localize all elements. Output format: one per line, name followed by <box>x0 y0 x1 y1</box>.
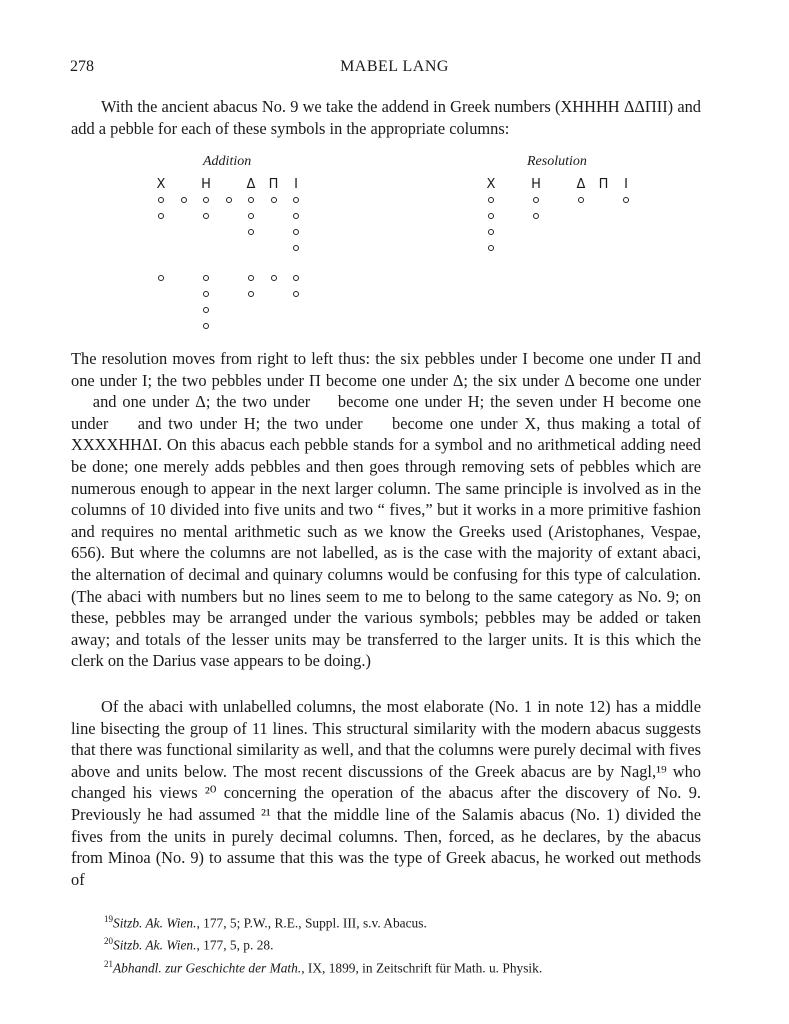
column-symbol: Π <box>268 177 279 192</box>
pebble <box>203 307 209 313</box>
pebble <box>181 197 187 203</box>
paragraph-intro-text: With the ancient abacus No. 9 we take the addend in Greek numbers (XHHHH ΔΔΠΙΙ) and add a pebble for each of these symbols in the appropriate columns: <box>71 97 701 138</box>
footnote-mark: 19 <box>104 914 113 924</box>
pebble <box>248 213 254 219</box>
pebble <box>248 197 254 203</box>
pebble <box>203 197 209 203</box>
footnote-text: , IX, 1899, in Zeitschrift für Math. u. Physik. <box>301 960 543 976</box>
pebble <box>488 213 494 219</box>
pebble <box>488 229 494 235</box>
footnote-citation: Sitzb. Ak. Wien. <box>113 937 197 953</box>
pebble <box>158 197 164 203</box>
column-symbol: H <box>201 177 211 192</box>
pebble <box>226 197 232 203</box>
pebble <box>248 275 254 281</box>
footnote-mark: 20 <box>104 936 113 947</box>
pebble <box>623 197 629 203</box>
footnotes <box>104 910 724 977</box>
footnote-citation: Sitzb. Ak. Wien. <box>113 915 197 931</box>
paragraph-intro <box>71 96 701 139</box>
column-symbol: H <box>531 177 541 192</box>
paragraph-resolution-text: The resolution moves from right to left thus: the six pebbles under Ι become one under Π and one under Ι; the two pebbles under Π become one under Δ; the six under Δ become one under ᅟ and one under Δ; the two under ᅟ become one under H; the seven under H become one under ᅟ and two under H; the two under ᅟ become one under X, thus making a total of XXXXHHΔΙ. On this abacus each pebble stands for a symbol and no arithmetical adding need be done; one merely adds pebbles and then goes through removing sets of pebbles which are numerous enough to appear in the next larger column. The same principle is involved as in the columns of 10 divided into five units and two “ fives,” but it works in a more primitive fashion and requires no mental arithmetic such as we know the Greeks used (Aristophanes, Vespae, 656). But where the columns are not labelled, as is the case with the majority of extant abaci, the alternation of decimal and quinary columns would be confusing for this type of calculation. (The abaci with numbers but no lines seem to me to belong to the same category as No. 9; on these, pebbles may be arranged under the various symbols; pebbles may be added or taken away; and totals of the lesser units may be transferred to the larger units. It is this which the clerk on the Darius vase appears to be doing.) <box>71 349 701 671</box>
footnote-citation: Abhandl. zur Geschichte der Math. <box>113 960 302 976</box>
pebble <box>293 213 299 219</box>
pebble <box>248 229 254 235</box>
addition-title: Addition <box>203 154 252 169</box>
paragraph-abaci-text: Of the abaci with unlabelled columns, the most elaborate (No. 1 in note 12) has a middle line bisecting the group of 11 lines. This structural similarity with the modern abacus suggests that there was functional similarity as well, and that the columns were purely decimal with fives above and units below. The most recent discussions of the Greek abacus are by Nagl,¹⁹ who changed his views ²⁰ concerning the operation of the abacus after the discovery of No. 9. Previously he had assumed ²¹ that the middle line of the Salamis abacus (No. 1) divided the fives from the units in purely decimal columns. Then, forced, as he declares, by the abacus from Minoa (No. 9) to assume that this was the type of Greek abacus, he worked out methods of <box>71 697 701 889</box>
pebble <box>533 197 539 203</box>
column-symbol: ᅟ <box>222 177 235 192</box>
column-symbol: Ι <box>294 177 298 192</box>
paragraph-resolution <box>71 348 701 672</box>
pebble <box>158 213 164 219</box>
pebble <box>293 291 299 297</box>
pebble <box>271 275 277 281</box>
pebble <box>203 213 209 219</box>
pebble <box>293 229 299 235</box>
pebble <box>248 291 254 297</box>
pebble <box>488 197 494 203</box>
pebble <box>203 291 209 297</box>
column-symbol: Δ <box>246 177 256 192</box>
column-symbol: ᅟ <box>507 177 520 192</box>
column-symbol: X <box>156 177 166 192</box>
column-symbol: Δ <box>576 177 586 192</box>
pebble <box>158 275 164 281</box>
footnote-text: , 177, 5, p. 28. <box>196 937 274 953</box>
footnote-text: , 177, 5; P.W., R.E., Suppl. III, s.v. Abacus. <box>196 915 427 931</box>
paragraph-abaci <box>71 696 701 890</box>
page-number: 278 <box>70 58 94 75</box>
running-title: MABEL LANG <box>340 58 449 75</box>
column-symbol: Ι <box>624 177 628 192</box>
pebble <box>488 245 494 251</box>
footnote-19 <box>104 910 724 932</box>
column-symbol: Π <box>598 177 609 192</box>
column-symbol: X <box>486 177 496 192</box>
footnote-21 <box>104 955 724 977</box>
footnote-mark: 21 <box>104 958 113 969</box>
column-symbol: ᅟ <box>552 177 565 192</box>
pebble <box>293 275 299 281</box>
pebble <box>533 213 539 219</box>
pebble <box>203 275 209 281</box>
column-symbol: ᅟ <box>177 177 190 192</box>
pebble <box>271 197 277 203</box>
pebble <box>293 197 299 203</box>
resolution-title: Resolution <box>527 154 587 169</box>
footnote-20 <box>104 932 724 954</box>
pebble <box>203 323 209 329</box>
pebble <box>578 197 584 203</box>
pebble <box>293 245 299 251</box>
